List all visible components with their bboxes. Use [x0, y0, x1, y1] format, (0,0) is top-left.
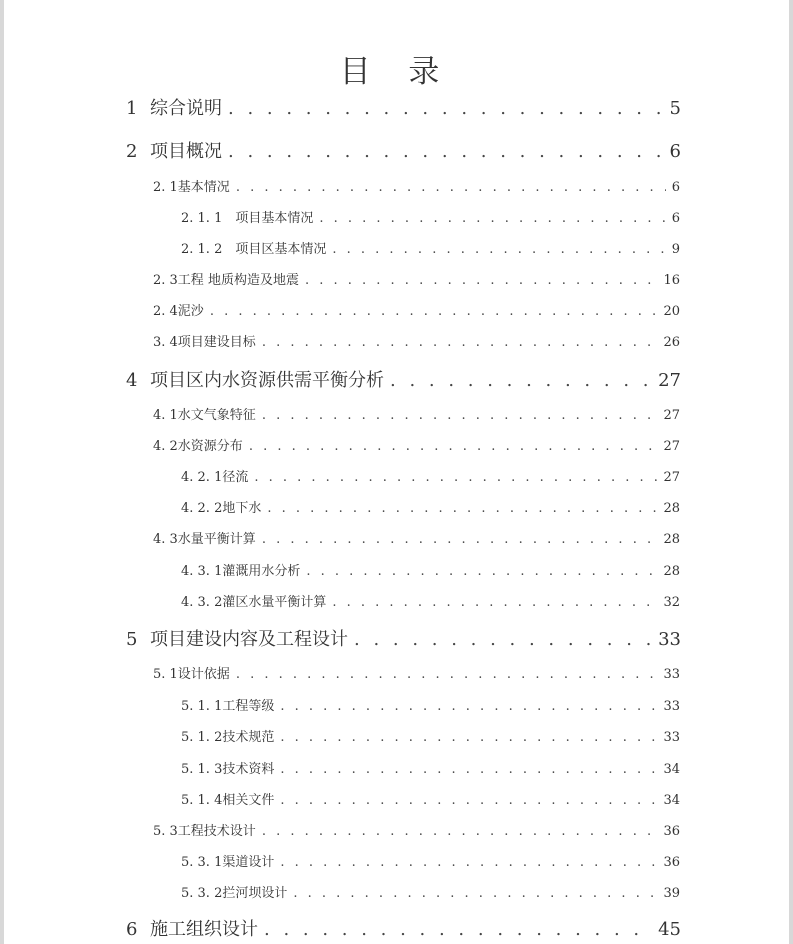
toc-entry-level3[interactable]	[181, 695, 680, 714]
toc-entry-label: 5. 3工程技术设计	[153, 824, 256, 839]
toc-entry-label: 5. 3. 1渠道设计	[181, 855, 275, 870]
toc-page-number: 27	[658, 370, 681, 391]
toc-entry-level3[interactable]	[181, 560, 680, 579]
toc-entry-level3[interactable]	[181, 758, 680, 777]
toc-page-number: 28	[663, 501, 680, 516]
toc-page-number: 27	[663, 439, 680, 454]
toc-page-number: 27	[663, 408, 680, 423]
toc-page-number: 34	[663, 793, 680, 808]
toc-entry-level2[interactable]	[153, 176, 680, 195]
toc-entry-label: 4. 1水文气象特征	[153, 408, 256, 423]
toc-entry-level3[interactable]	[181, 466, 680, 485]
toc-entry-label: 4. 2水资源分布	[153, 439, 243, 454]
toc-entry-label: 4. 3. 1灌溉用水分析	[181, 564, 301, 579]
toc-page-number: 6	[669, 141, 681, 162]
toc-leader-dots	[332, 242, 665, 257]
toc-page-number: 20	[663, 304, 680, 319]
toc-entry-level2[interactable]	[153, 404, 680, 423]
toc-entry-label: 5. 1. 2技术规范	[181, 730, 275, 745]
toc-page-number: 27	[663, 470, 680, 485]
toc-page-number: 36	[663, 855, 680, 870]
toc-entry-level2[interactable]	[153, 528, 680, 547]
toc-section-number: 5	[126, 629, 138, 650]
toc-section-number: 4	[126, 370, 138, 391]
toc-entry-level2[interactable]	[153, 663, 680, 682]
toc-leader-dots	[262, 335, 658, 350]
toc-entry-level2[interactable]	[153, 435, 680, 454]
toc-page-number: 6	[671, 211, 680, 226]
toc-entry-label: 5. 1. 1工程等级	[181, 699, 275, 714]
toc-entry-level3[interactable]	[181, 238, 680, 257]
toc-leader-dots	[280, 762, 657, 777]
toc-leader-dots	[254, 470, 657, 485]
toc-page-number: 5	[669, 98, 681, 119]
toc-entry-level3[interactable]	[181, 882, 680, 901]
toc-entry-label: 5. 1. 4相关文件	[181, 793, 275, 808]
toc-entry-label: 5. 1设计依据	[153, 667, 230, 682]
toc-entry-level1[interactable]	[126, 94, 681, 120]
toc-page-number: 33	[658, 629, 681, 650]
toc-entry-label: 2. 1. 2 项目区基本情况	[181, 242, 327, 257]
toc-entry-label: 2. 4泥沙	[153, 304, 204, 319]
toc-leader-dots	[354, 629, 652, 650]
toc-entry-level1[interactable]	[126, 366, 681, 392]
toc-page-number: 33	[663, 667, 680, 682]
toc-entry-label: 2. 1. 1 项目基本情况	[181, 211, 314, 226]
toc-leader-dots	[262, 408, 658, 423]
toc-leader-dots	[267, 501, 657, 516]
toc-page-number: 39	[663, 886, 680, 901]
toc-leader-dots	[280, 793, 657, 808]
toc-page-number: 33	[663, 730, 680, 745]
toc-leader-dots	[390, 370, 652, 391]
toc-leader-dots	[332, 595, 657, 610]
toc-leader-dots	[210, 304, 658, 319]
toc-page-number: 34	[663, 762, 680, 777]
toc-entry-level2[interactable]	[153, 269, 680, 288]
toc-leader-dots	[319, 211, 665, 226]
toc-entry-level1[interactable]	[126, 625, 681, 651]
toc-leader-dots	[236, 180, 666, 195]
toc-entry-level3[interactable]	[181, 591, 680, 610]
toc-entry-label: 项目区内水资源供需平衡分析	[150, 370, 384, 391]
toc-page-number: 28	[663, 532, 680, 547]
toc-entry-level2[interactable]	[153, 331, 680, 350]
toc-entry-level1[interactable]	[126, 915, 681, 941]
toc-leader-dots	[280, 699, 657, 714]
toc-entry-level2[interactable]	[153, 300, 680, 319]
toc-page-number: 36	[663, 824, 680, 839]
toc-leader-dots	[249, 439, 658, 454]
toc-entry-label: 2. 1基本情况	[153, 180, 230, 195]
toc-entry-level3[interactable]	[181, 207, 680, 226]
toc-leader-dots	[262, 824, 658, 839]
toc-entry-label: 4. 3. 2灌区水量平衡计算	[181, 595, 327, 610]
toc-page-number: 32	[663, 595, 680, 610]
toc-entry-label: 4. 2. 1径流	[181, 470, 249, 485]
toc-leader-dots	[306, 564, 657, 579]
toc-page-number: 6	[671, 180, 680, 195]
toc-section-number: 1	[126, 98, 138, 119]
toc-leader-dots	[236, 667, 658, 682]
toc-entry-label: 4. 2. 2地下水	[181, 501, 262, 516]
toc-entry-label: 5. 3. 2拦河坝设计	[181, 886, 288, 901]
toc-entry-label: 3. 4项目建设目标	[153, 335, 256, 350]
toc-entry-level3[interactable]	[181, 851, 680, 870]
toc-entry-label: 综合说明	[150, 98, 222, 119]
toc-page-number: 26	[663, 335, 680, 350]
toc-leader-dots	[280, 855, 657, 870]
toc-entry-label: 5. 1. 3技术资料	[181, 762, 275, 777]
toc-entry-label: 施工组织设计	[150, 919, 258, 940]
toc-leader-dots	[305, 273, 658, 288]
toc-entry-label: 4. 3水量平衡计算	[153, 532, 256, 547]
toc-leader-dots	[264, 919, 652, 940]
toc-leader-dots	[228, 141, 664, 162]
toc-entry-level2[interactable]	[153, 820, 680, 839]
toc-leader-dots	[262, 532, 658, 547]
toc-entry-level1[interactable]	[126, 137, 681, 163]
toc-page-number: 33	[663, 699, 680, 714]
toc-page-number: 28	[663, 564, 680, 579]
toc-leader-dots	[293, 886, 657, 901]
toc-page-number: 9	[671, 242, 680, 257]
toc-page-number: 16	[663, 273, 680, 288]
toc-entry-level3[interactable]	[181, 726, 680, 745]
toc-entry-label: 项目概况	[150, 141, 222, 162]
toc-leader-dots	[228, 98, 664, 119]
toc-title: 目 录	[339, 54, 454, 90]
toc-entry-label: 2. 3工程 地质构造及地震	[153, 273, 299, 288]
toc-section-number: 2	[126, 141, 138, 162]
toc-entry-level3[interactable]	[181, 789, 680, 808]
toc-entry-label: 项目建设内容及工程设计	[150, 629, 348, 650]
toc-entry-level3[interactable]	[181, 497, 680, 516]
toc-leader-dots	[280, 730, 657, 745]
toc-page-number: 45	[658, 919, 681, 940]
toc-section-number: 6	[126, 919, 138, 940]
